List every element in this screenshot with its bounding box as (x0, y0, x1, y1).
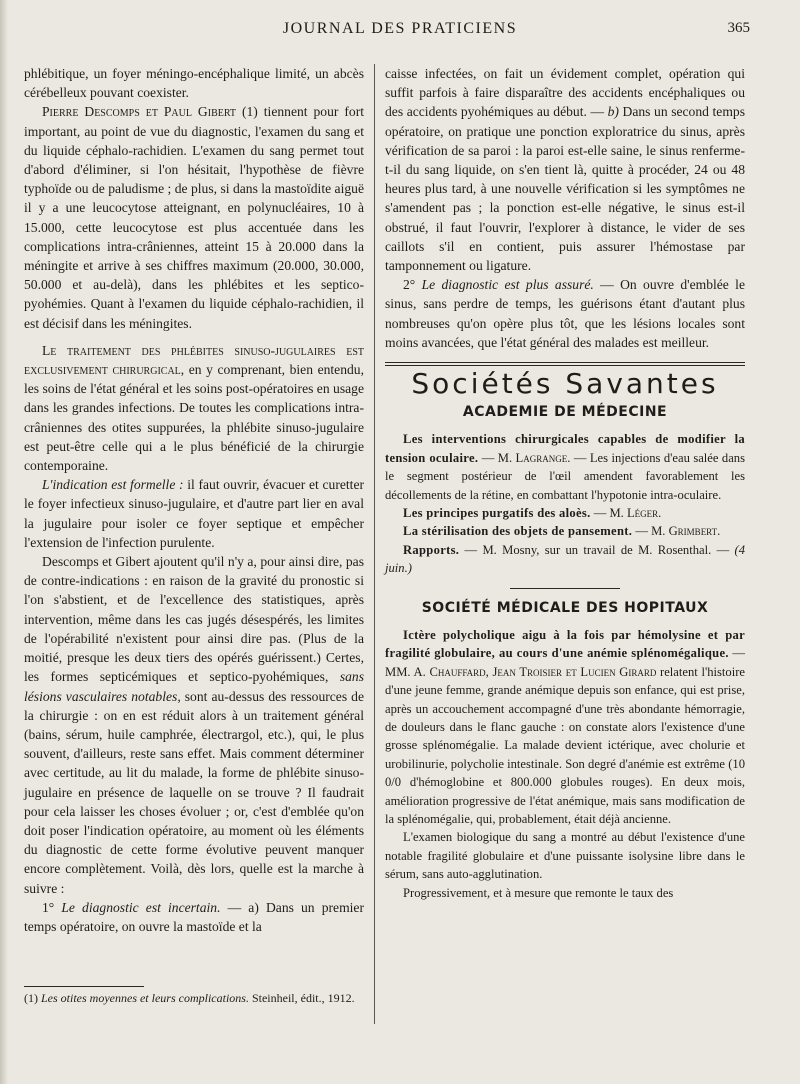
paragraph-text: sont au-dessus des ressources de la chirurgie : on en est réduit alors à un traitement général (bains, sérum, huile camphrée, électrargol, etc.), qui, le plus souvent, d'ailleurs, reste sans effet. Mais comment déterminer avec certitude, au lit du malade, la forme de phlébite sinuso-jugulaire en présence de laquelle on se trouve ? Il faudrait pour cela laisser les choses évoluer ; or, c'est d'emblée qu'on doit poser l'indication opératoire, au moment où les éléments du diagnostic de cette forme évolutive peuvent manquer encore complètement. Voilà, dès lors, quelle est la marche à suivre : (24, 688, 364, 896)
author-names: Pierre Descomps et Paul Gibert (42, 104, 237, 120)
column-divider (374, 64, 375, 1024)
item-authors: — MM. A. Chauffard, Jean Troisier et Lucien Girard (385, 646, 746, 679)
item-text: relatent l'histoire d'une jeune femme, grande anémique depuis son enfance, qui est prise, après un accouchement accompagné d'une très abondante hémorragie, de douleurs dans le flanc gauche : on constate alors l'existence d'une grosse splénomégalie. La malade devient ictérique, avec cholurie et urobilinurie, polycholie intestinale. Son degré d'anémie est extrême (10 0/0 d'hémoglobine et 800.000 globules rouges). En deux mois, amélioration progressive de l'état anémique, mais sans modification de la splénomégalie, qui, probablement, était déjà ancienne. (385, 664, 745, 826)
item-date: (4 juin.) (385, 542, 745, 576)
item-title: Rapports. (403, 542, 460, 557)
item-text: — Les injections d'eau salée dans le segment postérieur de l'œil amendent favorablement les décollements de la rétine, en combattant l'hypotonie intra-oculaire. (385, 450, 745, 502)
report-item (385, 504, 745, 522)
left-column (24, 64, 364, 936)
footnote-rule (24, 986, 144, 987)
italic-phrase: sans lésions vasculaires notables, (24, 669, 364, 704)
list-label: b) (607, 104, 619, 120)
paragraph (24, 475, 364, 552)
footnote-title: Les otites moyennes et leurs complications. (41, 991, 249, 1005)
paragraph (385, 275, 745, 352)
report-item (385, 626, 745, 828)
italic-lead: Le diagnostic est incertain. (61, 899, 221, 915)
paragraph: L'examen biologique du sang a montré au début l'existence d'une notable fragilité globulaire et d'une puissante isolysine libre dans le sérum, sans auto-agglutination. (385, 830, 745, 882)
list-number: 2° (403, 277, 422, 293)
item-author: — M. Lagrange. (478, 450, 571, 465)
page-spine-shadow (0, 0, 8, 1084)
item-title: Ictère polycholique aigu à la fois par hémolysine et par fragilité globulaire, au cours d'une anémie splénomégalique. (385, 627, 745, 661)
paragraph-text: — On ouvre d'emblée le sinus, sans perdre de temps, les guérisons étant d'autant plus nombreuses qu'on opère plus tôt, que les lésions locales sont moins avancées, que l'état général des malades est meilleur. (385, 277, 745, 350)
item-title: Les interventions chirurgicales capables de modifier la tension oculaire. (385, 432, 745, 465)
running-header (20, 20, 780, 44)
report-item (385, 541, 745, 578)
item-author: — M. Léger. (590, 506, 662, 521)
section-title: Sociétés Savantes (411, 367, 719, 401)
report-item (385, 430, 745, 504)
report-item (385, 522, 745, 540)
footnote-number: (1) (24, 991, 38, 1005)
academie-items (385, 430, 745, 577)
paragraph (385, 64, 745, 275)
item-title: La stérilisation des objets de pansement. (403, 524, 633, 539)
paragraph: Progressivement, et à mesure que remonte le taux des (403, 885, 674, 900)
paragraph (24, 341, 364, 475)
paragraph-text: tiennent pour fort important, au point de vue du diagnostic, l'examen du sang et du liquide céphalo-rachidien. L'examen du sang permet tout d'abord d'éliminer, si l'on hésitait, l'hypothèse de fièvre typhoïde ou de paludisme ; de plus, si dans la mastoïdite aiguë il y a une leucocytose atteignant, en polynucléaires, 10 à 15.000, cette leucocytose est plus accentuée dans les complications intra-crâniennes, atteint 15 à 20.000 dans la méningite et arrive à ses chiffres maximum (20.000, 30.000, 50.000 et au-delà), dans les phlébites et les septico-pyohémies. Quant à l'examen du liquide céphalo-rachidien, il est décisif dans les méningites. (24, 104, 364, 331)
paragraph-text: Dans un second temps opératoire, on pratique une ponction exploratrice du sinus, après vérification de sa paroi : la paroi est-elle saine, le sinus renferme-t-il du sang liquide, on s'en tient là, quitte à procéder, 24 ou 48 heures plus tard, à une nouvelle vérification si les symptômes ne s'amendent pas ; la ponction est-elle négative, le sinus est-il obstrué, il faut l'ouvrir, l'explorer à distance, le vider de ses caillots s'il en contient, puis assurer l'hémostase par tamponnement ou ligature. (385, 104, 745, 274)
paragraph-heading: Le traitement des phlébites sinuso-jugulaires est exclusivement chirurgical, (24, 342, 364, 378)
section-rule (385, 362, 745, 366)
paragraph-text: — a) Dans un premier temps opératoire, on ouvre la mastoïde et la (24, 899, 364, 934)
item-title: Les principes purgatifs des aloès. (403, 506, 591, 521)
subsection-title: SOCIÉTÉ MÉDICALE DES HOPITAUX (421, 599, 709, 616)
paragraph: phlébitique, un foyer méningo-encéphalique limité, un abcès cérébelleux pouvant coexister. (24, 66, 364, 101)
journal-title: JOURNAL DES PRATICIENS (282, 20, 518, 37)
footnote-ref: (1) (241, 104, 258, 120)
footnote-text: Steinheil, édit., 1912. (248, 991, 355, 1005)
subsection-title: ACADEMIE DE MÉDECINE (462, 404, 668, 421)
subsection-rule (510, 588, 620, 589)
italic-lead: L'indication est formelle : (42, 477, 184, 493)
item-text: — M. Mosny, sur un travail de M. Rosenthal. — (459, 542, 735, 557)
paragraph-text: Descomps et Gibert ajoutent qu'il n'y a, pour ainsi dire, pas de contre-indications : en raison de la gravité du pronostic si l'on s'abstient, et de l'excellence des statistiques, après intervention, même dans les cas jugés désespérés, les limites de l'opérabilité n'existent pour ainsi dire pas. (Plus de la moitié, presque les deux tiers des opérés guérissent.) Certes, les formes septicémiques et septico-pyohémiques, (24, 554, 364, 685)
italic-lead: Le diagnostic est plus assuré. (421, 277, 594, 293)
paragraph (24, 102, 364, 332)
paragraph (24, 898, 364, 936)
paragraph-text: il faut ouvrir, évacuer et curetter le foyer infectieux sinuso-jugulaire, et d'autre part lier en aval la jugulaire pour isoler ce foyer septique et empêcher l'extension de l'infection purulente. (24, 477, 364, 550)
item-author: — M. Grimbert. (632, 524, 721, 539)
right-column (385, 64, 745, 902)
societe-items (385, 626, 745, 902)
page-number: 365 (727, 20, 750, 36)
list-number: 1° (42, 899, 62, 915)
paragraph-text: caisse infectées, on fait un évidement complet, opération qui suffit parfois à faire disparaître des accidents encéphaliques ou des accidents pyohémiques au début. — (385, 66, 745, 120)
paragraph-text: en y comprenant, bien entendu, les soins de l'état général et les soins post-opératoires en usage dans les grandes infections. De toutes les complications intra-crâniennes des otites suppurées, la phlébite sinuso-jugulaire est peut-être celle qui a le plus bénéficié de la chirurgie contemporaine. (24, 362, 364, 474)
footnote (24, 990, 364, 1006)
paragraph (24, 552, 364, 898)
